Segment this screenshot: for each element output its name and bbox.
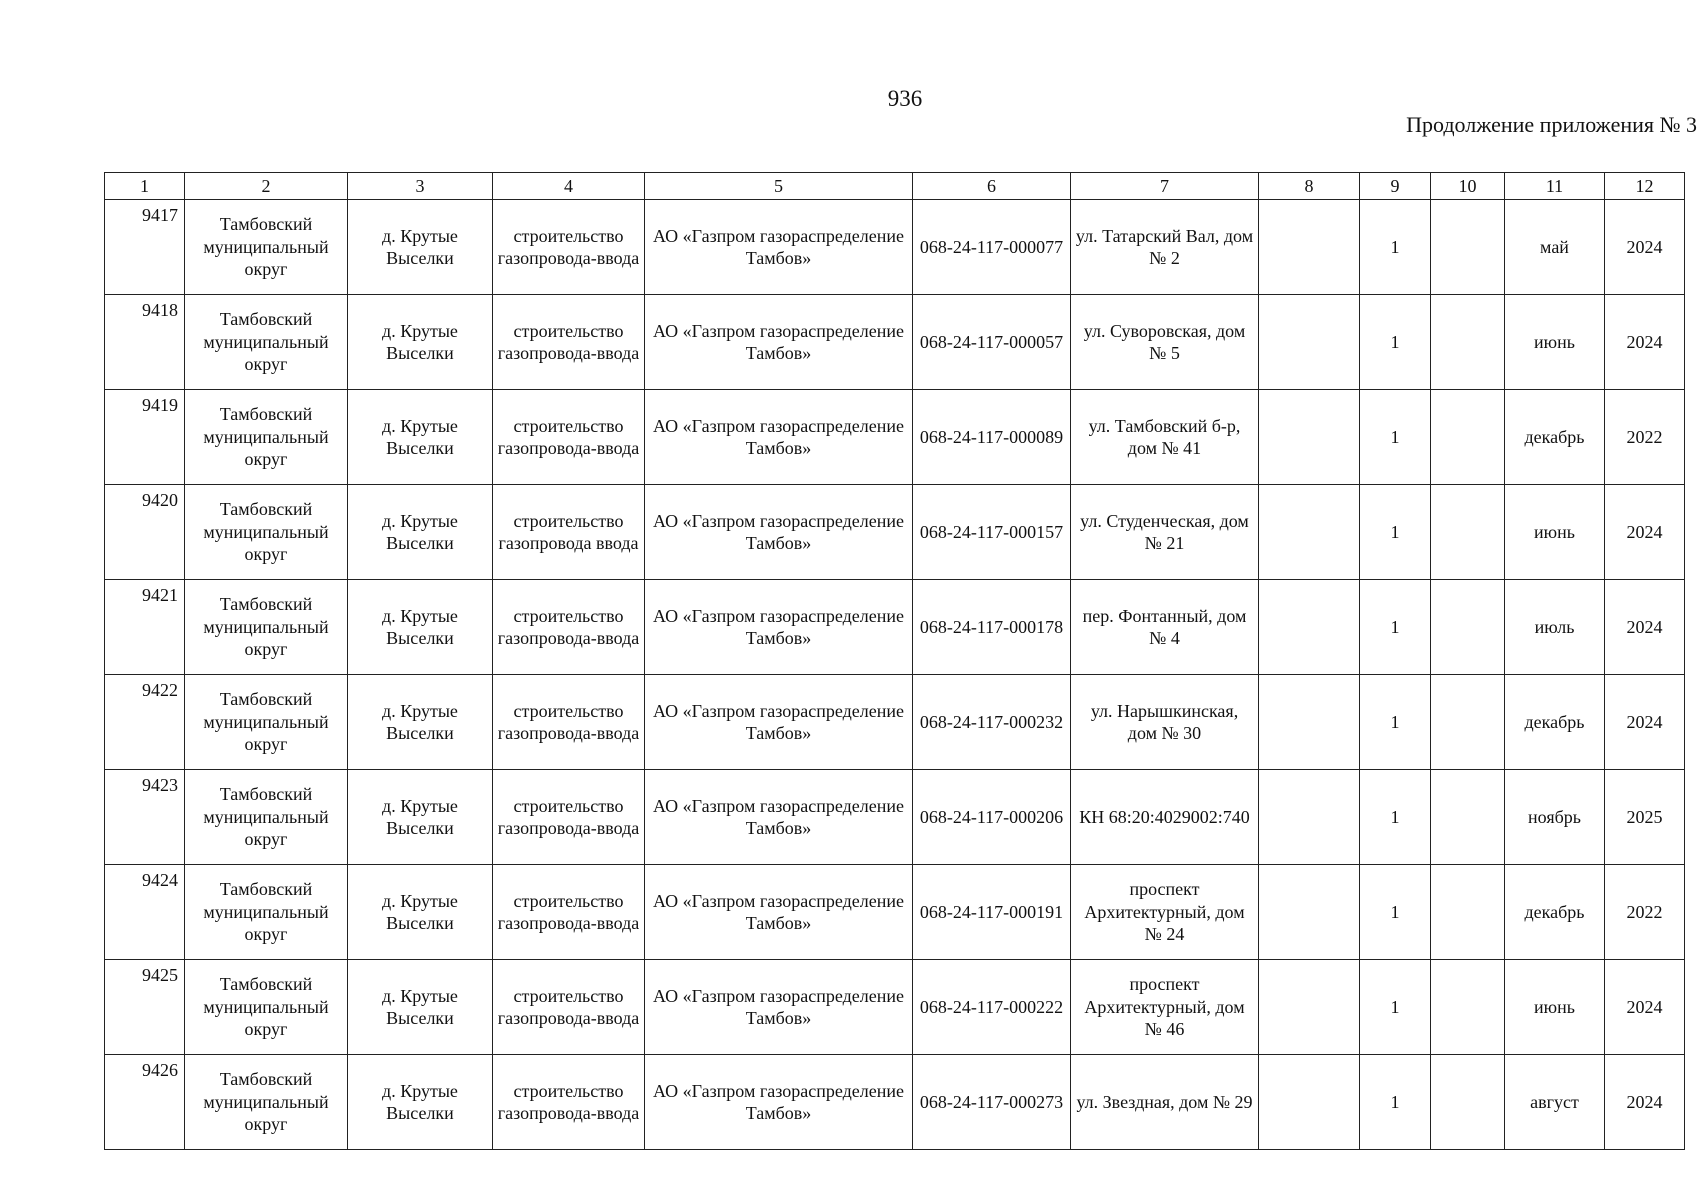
code-cell: 068-24-117-000232 (913, 675, 1071, 770)
organization-cell: АО «Газпром газораспределение Тамбов» (645, 675, 913, 770)
year-cell: 2024 (1605, 485, 1685, 580)
row-number-cell: 9425 (105, 960, 185, 1055)
quantity-cell: 1 (1360, 580, 1431, 675)
month-cell: декабрь (1505, 865, 1605, 960)
column-10-cell (1431, 485, 1505, 580)
work-type-cell: строительство газопровода-ввода (493, 580, 645, 675)
column-header: 4 (493, 173, 645, 200)
district-cell: Тамбовский муниципальный округ (185, 390, 348, 485)
column-10-cell (1431, 770, 1505, 865)
quantity-cell: 1 (1360, 865, 1431, 960)
row-number-cell: 9426 (105, 1055, 185, 1150)
column-header: 11 (1505, 173, 1605, 200)
column-8-cell (1259, 485, 1360, 580)
address-cell: ул. Суворовская, дом № 5 (1071, 295, 1259, 390)
address-cell: ул. Тамбовский б-р, дом № 41 (1071, 390, 1259, 485)
table-row (105, 770, 1685, 865)
table-row (105, 675, 1685, 770)
table-row (105, 200, 1685, 295)
work-type-cell: строительство газопровода-ввода (493, 1055, 645, 1150)
column-header: 7 (1071, 173, 1259, 200)
table-row (105, 485, 1685, 580)
column-10-cell (1431, 865, 1505, 960)
row-number-cell: 9420 (105, 485, 185, 580)
district-cell: Тамбовский муниципальный округ (185, 295, 348, 390)
quantity-cell: 1 (1360, 200, 1431, 295)
year-cell: 2024 (1605, 200, 1685, 295)
code-cell: 068-24-117-000273 (913, 1055, 1071, 1150)
quantity-cell: 1 (1360, 675, 1431, 770)
district-cell: Тамбовский муниципальный округ (185, 485, 348, 580)
row-number-cell: 9421 (105, 580, 185, 675)
column-8-cell (1259, 580, 1360, 675)
organization-cell: АО «Газпром газораспределение Тамбов» (645, 485, 913, 580)
column-10-cell (1431, 960, 1505, 1055)
district-cell: Тамбовский муниципальный округ (185, 1055, 348, 1150)
month-cell: август (1505, 1055, 1605, 1150)
work-type-cell: строительство газопровода-ввода (493, 200, 645, 295)
column-10-cell (1431, 1055, 1505, 1150)
work-type-cell: строительство газопровода-ввода (493, 865, 645, 960)
code-cell: 068-24-117-000206 (913, 770, 1071, 865)
row-number-cell: 9423 (105, 770, 185, 865)
quantity-cell: 1 (1360, 960, 1431, 1055)
month-cell: июль (1505, 580, 1605, 675)
organization-cell: АО «Газпром газораспределение Тамбов» (645, 865, 913, 960)
address-cell: пер. Фонтанный, дом № 4 (1071, 580, 1259, 675)
year-cell: 2024 (1605, 295, 1685, 390)
column-8-cell (1259, 960, 1360, 1055)
organization-cell: АО «Газпром газораспределение Тамбов» (645, 295, 913, 390)
work-type-cell: строительство газопровода-ввода (493, 295, 645, 390)
address-cell: проспект Архитектурный, дом № 46 (1071, 960, 1259, 1055)
address-cell: КН 68:20:4029002:740 (1071, 770, 1259, 865)
table-row (105, 295, 1685, 390)
organization-cell: АО «Газпром газораспределение Тамбов» (645, 1055, 913, 1150)
work-type-cell: строительство газопровода-ввода (493, 960, 645, 1055)
quantity-cell: 1 (1360, 390, 1431, 485)
month-cell: ноябрь (1505, 770, 1605, 865)
table-body (105, 200, 1685, 1150)
column-10-cell (1431, 200, 1505, 295)
column-header: 1 (105, 173, 185, 200)
work-type-cell: строительство газопровода-ввода (493, 675, 645, 770)
locality-cell: д. Крутые Выселки (348, 390, 493, 485)
month-cell: июнь (1505, 960, 1605, 1055)
column-header: 5 (645, 173, 913, 200)
column-8-cell (1259, 390, 1360, 485)
continuation-label: Продолжение приложения № 3 (1406, 112, 1697, 137)
code-cell: 068-24-117-000157 (913, 485, 1071, 580)
organization-cell: АО «Газпром газораспределение Тамбов» (645, 960, 913, 1055)
year-cell: 2022 (1605, 865, 1685, 960)
year-cell: 2024 (1605, 580, 1685, 675)
address-cell: проспект Архитектурный, дом № 24 (1071, 865, 1259, 960)
column-header: 9 (1360, 173, 1431, 200)
page-number: 936 (887, 86, 923, 111)
month-cell: декабрь (1505, 675, 1605, 770)
address-cell: ул. Нарышкинская, дом № 30 (1071, 675, 1259, 770)
column-8-cell (1259, 675, 1360, 770)
district-cell: Тамбовский муниципальный округ (185, 960, 348, 1055)
district-cell: Тамбовский муниципальный округ (185, 200, 348, 295)
month-cell: июнь (1505, 295, 1605, 390)
column-10-cell (1431, 390, 1505, 485)
address-cell: ул. Студенческая, дом № 21 (1071, 485, 1259, 580)
organization-cell: АО «Газпром газораспределение Тамбов» (645, 770, 913, 865)
column-header: 6 (913, 173, 1071, 200)
quantity-cell: 1 (1360, 295, 1431, 390)
district-cell: Тамбовский муниципальный округ (185, 770, 348, 865)
column-8-cell (1259, 770, 1360, 865)
locality-cell: д. Крутые Выселки (348, 675, 493, 770)
gas-connection-table (104, 172, 1685, 1150)
code-cell: 068-24-117-000057 (913, 295, 1071, 390)
work-type-cell: строительство газопровода-ввода (493, 390, 645, 485)
column-header: 3 (348, 173, 493, 200)
locality-cell: д. Крутые Выселки (348, 200, 493, 295)
column-header: 2 (185, 173, 348, 200)
quantity-cell: 1 (1360, 485, 1431, 580)
address-cell: ул. Татарский Вал, дом № 2 (1071, 200, 1259, 295)
quantity-cell: 1 (1360, 1055, 1431, 1150)
district-cell: Тамбовский муниципальный округ (185, 675, 348, 770)
work-type-cell: строительство газопровода ввода (493, 485, 645, 580)
column-header: 10 (1431, 173, 1505, 200)
row-number-cell: 9419 (105, 390, 185, 485)
row-number-cell: 9418 (105, 295, 185, 390)
year-cell: 2025 (1605, 770, 1685, 865)
code-cell: 068-24-117-000089 (913, 390, 1071, 485)
locality-cell: д. Крутые Выселки (348, 770, 493, 865)
table-row (105, 1055, 1685, 1150)
month-cell: май (1505, 200, 1605, 295)
organization-cell: АО «Газпром газораспределение Тамбов» (645, 200, 913, 295)
row-number-cell: 9417 (105, 200, 185, 295)
quantity-cell: 1 (1360, 770, 1431, 865)
district-cell: Тамбовский муниципальный округ (185, 580, 348, 675)
table-row (105, 390, 1685, 485)
locality-cell: д. Крутые Выселки (348, 485, 493, 580)
month-cell: июнь (1505, 485, 1605, 580)
locality-cell: д. Крутые Выселки (348, 295, 493, 390)
year-cell: 2024 (1605, 675, 1685, 770)
table-row (105, 960, 1685, 1055)
table-row (105, 865, 1685, 960)
column-header: 8 (1259, 173, 1360, 200)
row-number-cell: 9422 (105, 675, 185, 770)
organization-cell: АО «Газпром газораспределение Тамбов» (645, 580, 913, 675)
column-8-cell (1259, 200, 1360, 295)
code-cell: 068-24-117-000077 (913, 200, 1071, 295)
locality-cell: д. Крутые Выселки (348, 580, 493, 675)
code-cell: 068-24-117-000222 (913, 960, 1071, 1055)
month-cell: декабрь (1505, 390, 1605, 485)
locality-cell: д. Крутые Выселки (348, 865, 493, 960)
locality-cell: д. Крутые Выселки (348, 960, 493, 1055)
code-cell: 068-24-117-000191 (913, 865, 1071, 960)
district-cell: Тамбовский муниципальный округ (185, 865, 348, 960)
row-number-cell: 9424 (105, 865, 185, 960)
column-8-cell (1259, 865, 1360, 960)
year-cell: 2024 (1605, 1055, 1685, 1150)
column-8-cell (1259, 1055, 1360, 1150)
work-type-cell: строительство газопровода-ввода (493, 770, 645, 865)
address-cell: ул. Звездная, дом № 29 (1071, 1055, 1259, 1150)
column-10-cell (1431, 580, 1505, 675)
year-cell: 2024 (1605, 960, 1685, 1055)
locality-cell: д. Крутые Выселки (348, 1055, 493, 1150)
column-10-cell (1431, 675, 1505, 770)
code-cell: 068-24-117-000178 (913, 580, 1071, 675)
column-8-cell (1259, 295, 1360, 390)
column-number-row (105, 173, 1685, 200)
table-row (105, 580, 1685, 675)
organization-cell: АО «Газпром газораспределение Тамбов» (645, 390, 913, 485)
column-header: 12 (1605, 173, 1685, 200)
year-cell: 2022 (1605, 390, 1685, 485)
column-10-cell (1431, 295, 1505, 390)
